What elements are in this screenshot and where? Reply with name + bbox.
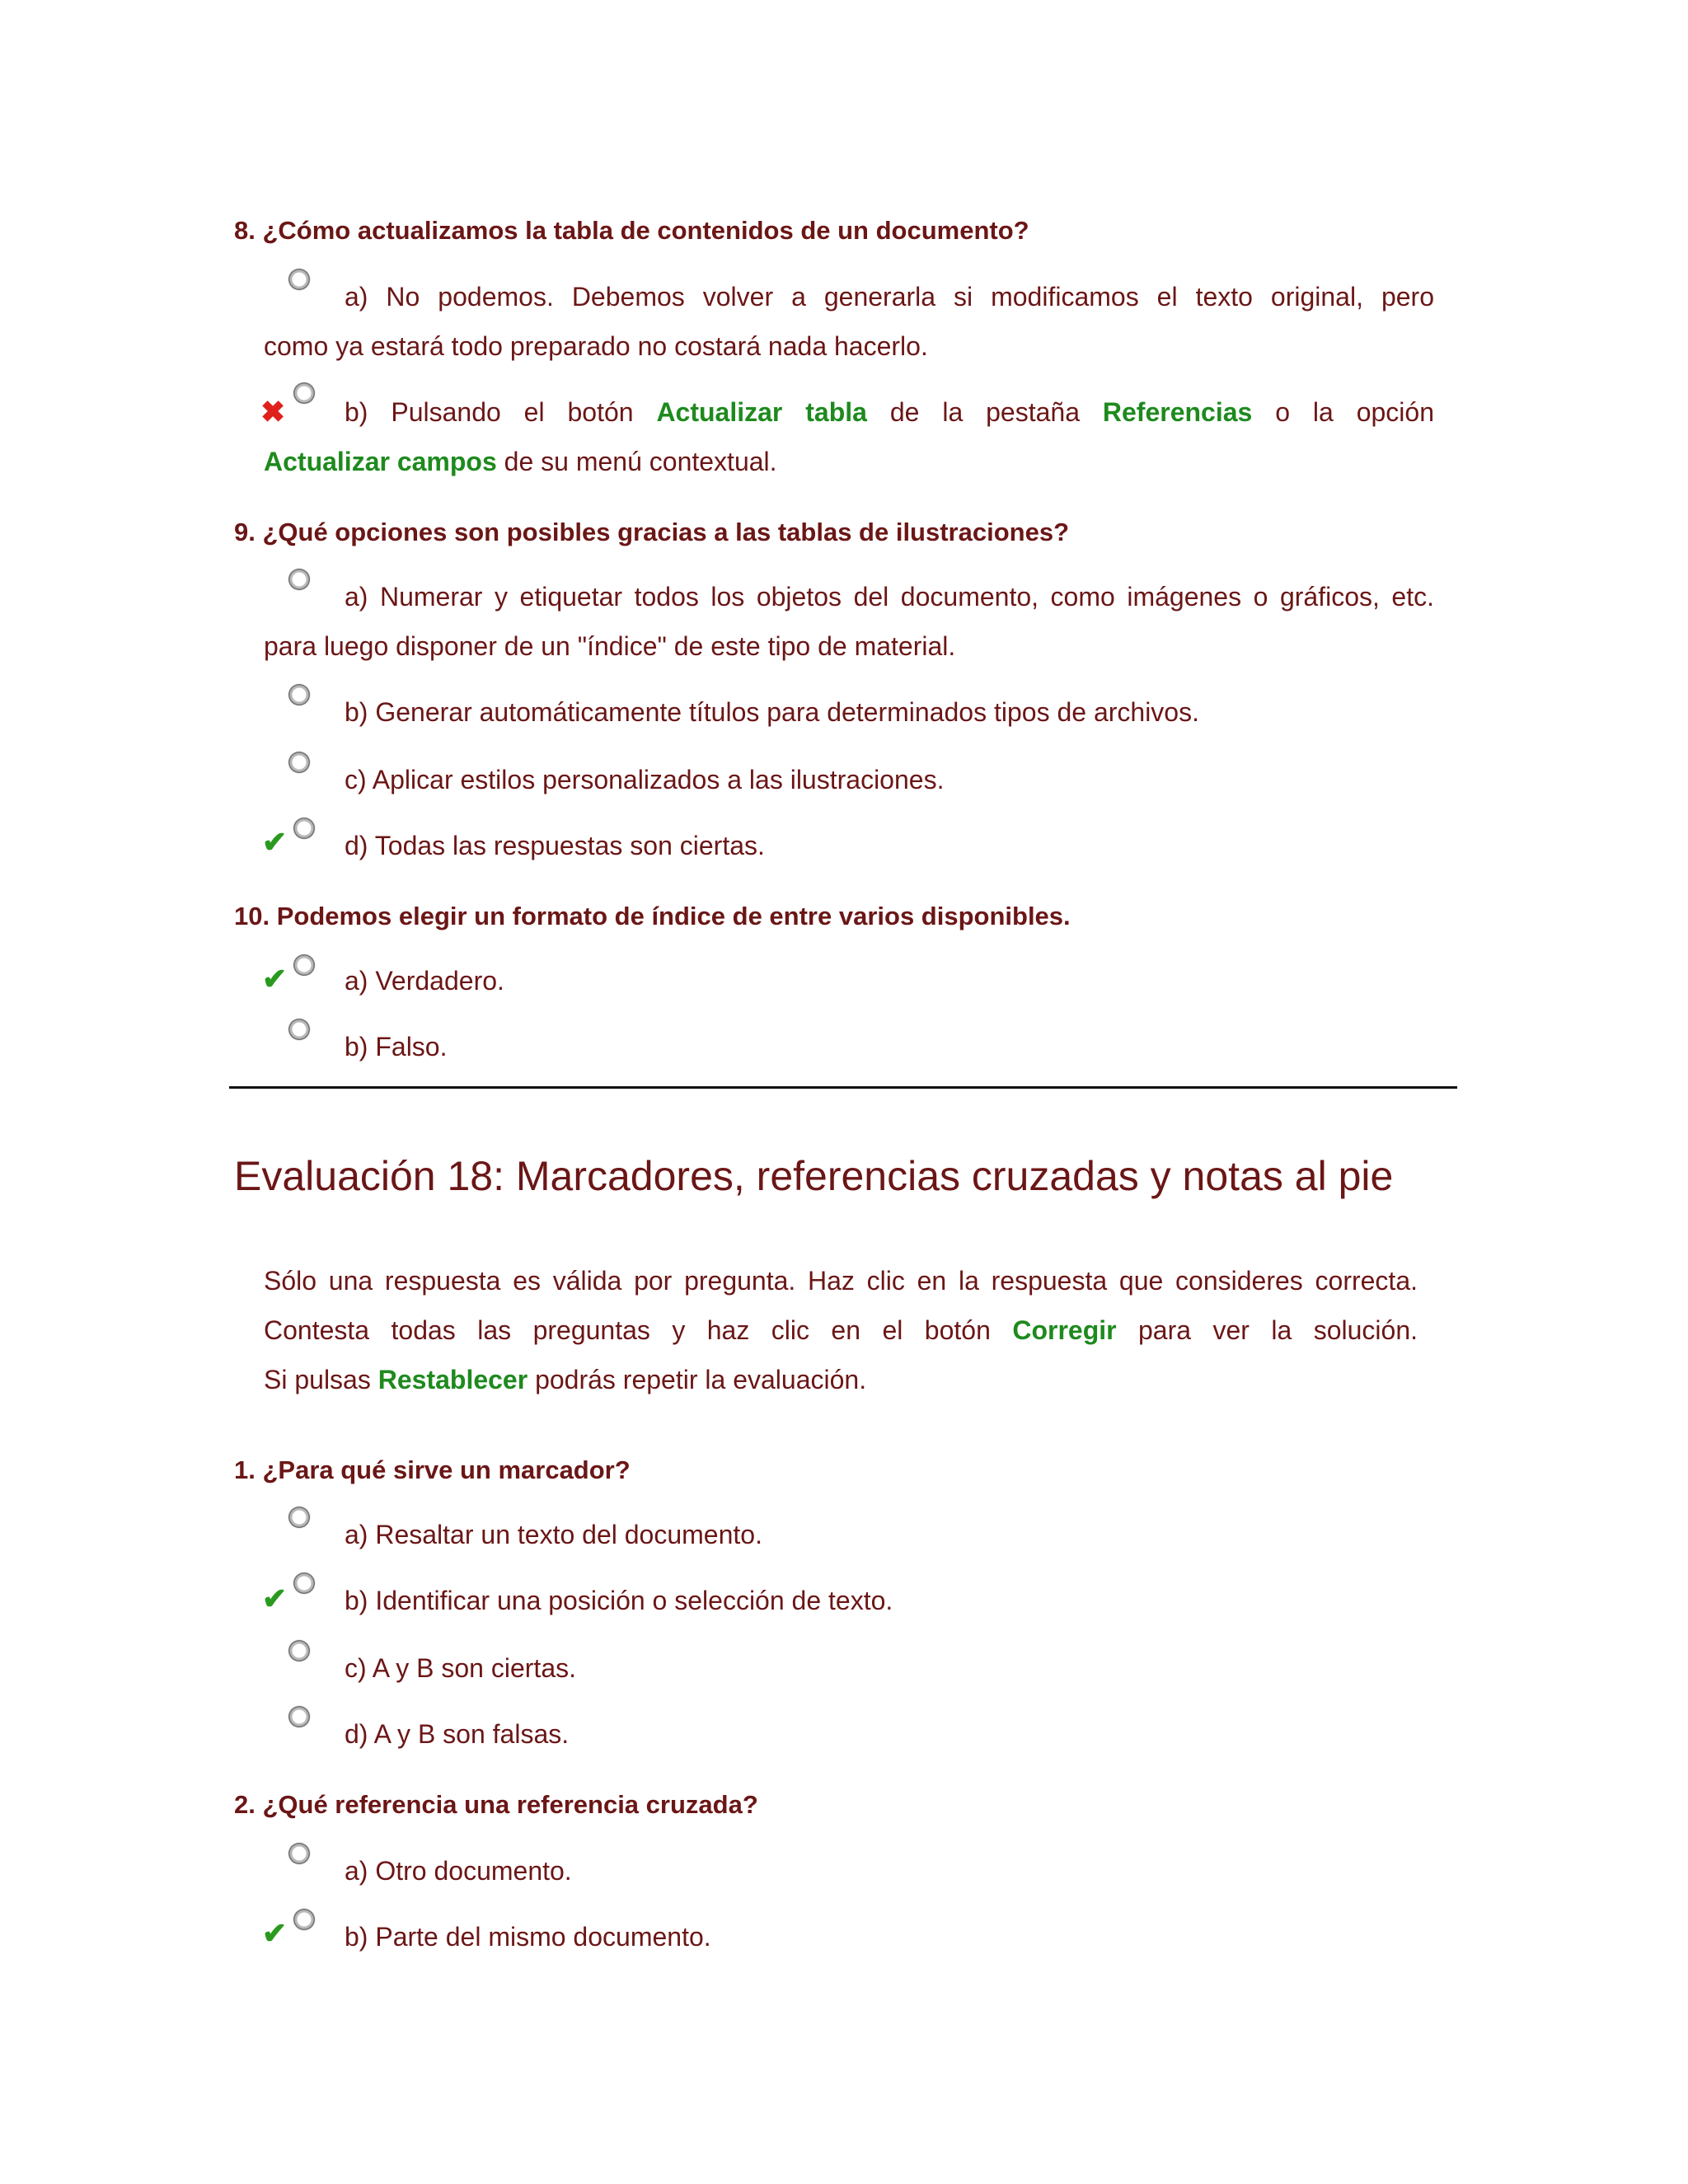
- instruction-text: Sólo una respuesta es válida por pregunta. Haz clic en la respuesta que consideres correcta.: [264, 1266, 1418, 1296]
- q8-option-a[interactable]: [264, 272, 1434, 371]
- q10-option-a[interactable]: [264, 956, 1434, 1005]
- option-text: b) Parte del mismo documento.: [345, 1922, 711, 1952]
- highlight-term: Actualizar campos: [264, 447, 497, 476]
- option-text: como ya estará todo preparado no costará nada hacerlo.: [264, 331, 928, 361]
- option-text: a) Verdadero.: [345, 966, 504, 996]
- s1-option-a[interactable]: [264, 1510, 1434, 1559]
- instruction-text: podrás repetir la evaluación.: [528, 1365, 867, 1394]
- highlight-term: Restablecer: [377, 1365, 528, 1394]
- wrong-answer-icon: ✖: [260, 395, 286, 429]
- question-8-title: 8. ¿Cómo actualizamos la tabla de contenidos de un documento?: [234, 216, 1029, 245]
- section-question-2-title: 2. ¿Qué referencia una referencia cruzada?: [234, 1790, 758, 1819]
- option-text: d) Todas las respuestas son ciertas.: [345, 831, 765, 860]
- correct-answer-icon: ✔: [262, 1582, 288, 1615]
- option-text: b) Pulsando el botón: [345, 397, 657, 427]
- instruction-text: Contesta todas las preguntas y haz clic en el botón: [264, 1315, 1013, 1345]
- option-text: de la pestaña: [866, 397, 1103, 427]
- option-text-line: [264, 437, 1434, 486]
- s1-option-b[interactable]: [264, 1576, 1434, 1625]
- section-divider: [229, 1086, 1457, 1089]
- section-title: Evaluación 18: Marcadores, referencias cruzadas y notas al pie: [234, 1153, 1394, 1199]
- instruction-text: para ver la solución.: [1116, 1315, 1418, 1345]
- s1-option-c[interactable]: [264, 1643, 1434, 1693]
- highlight-term: Corregir: [1012, 1315, 1117, 1345]
- correct-answer-icon: ✔: [262, 1916, 288, 1950]
- option-text: de su menú contextual.: [496, 447, 777, 476]
- option-text: b) Generar automáticamente títulos para determinados tipos de archivos.: [345, 697, 1199, 727]
- q10-option-b[interactable]: [264, 1022, 1434, 1071]
- option-text: b) Identificar una posición o selección de texto.: [345, 1586, 893, 1615]
- s2-option-a[interactable]: [264, 1846, 1434, 1896]
- option-text: c) Aplicar estilos personalizados a las ilustraciones.: [345, 765, 945, 794]
- correct-answer-icon: ✔: [262, 825, 288, 859]
- option-text: d) A y B son falsas.: [345, 1719, 570, 1749]
- option-text: b) Falso.: [345, 1032, 448, 1062]
- option-text: para luego disponer de un "índice" de este tipo de material.: [264, 631, 956, 661]
- section-question-1-title: 1. ¿Para qué sirve un marcador?: [234, 1455, 631, 1484]
- instruction-text-line: [264, 1355, 1418, 1404]
- q8-option-b[interactable]: [264, 387, 1434, 486]
- highlight-term: Referencias: [1102, 397, 1253, 427]
- s2-option-b[interactable]: [264, 1912, 1434, 1961]
- option-text: a) No podemos. Debemos volver a generarla si modificamos el texto original, pero: [345, 282, 1434, 312]
- q9-option-d[interactable]: [264, 821, 1434, 870]
- section-instructions: [264, 1256, 1418, 1404]
- correct-answer-icon: ✔: [262, 962, 288, 996]
- s1-option-d[interactable]: [264, 1709, 1434, 1759]
- q9-option-b[interactable]: [264, 687, 1434, 737]
- option-text: a) Numerar y etiquetar todos los objetos del documento, como imágenes o gráficos, etc.: [345, 582, 1434, 612]
- option-text: o la opción: [1252, 397, 1434, 427]
- option-text: c) A y B son ciertas.: [345, 1653, 576, 1683]
- highlight-term: Actualizar tabla: [656, 397, 867, 427]
- option-text: a) Resaltar un texto del documento.: [345, 1520, 762, 1549]
- instruction-text-line: [264, 1305, 1418, 1355]
- question-10-title: 10. Podemos elegir un formato de índice de entre varios disponibles.: [234, 902, 1071, 930]
- q9-option-a[interactable]: [264, 572, 1434, 671]
- option-text: a) Otro documento.: [345, 1856, 572, 1886]
- option-text-line: [264, 387, 1434, 437]
- question-9-title: 9. ¿Qué opciones son posibles gracias a las tablas de ilustraciones?: [234, 518, 1070, 546]
- q9-option-c[interactable]: [264, 755, 1434, 804]
- instruction-text: Si pulsas: [264, 1365, 378, 1394]
